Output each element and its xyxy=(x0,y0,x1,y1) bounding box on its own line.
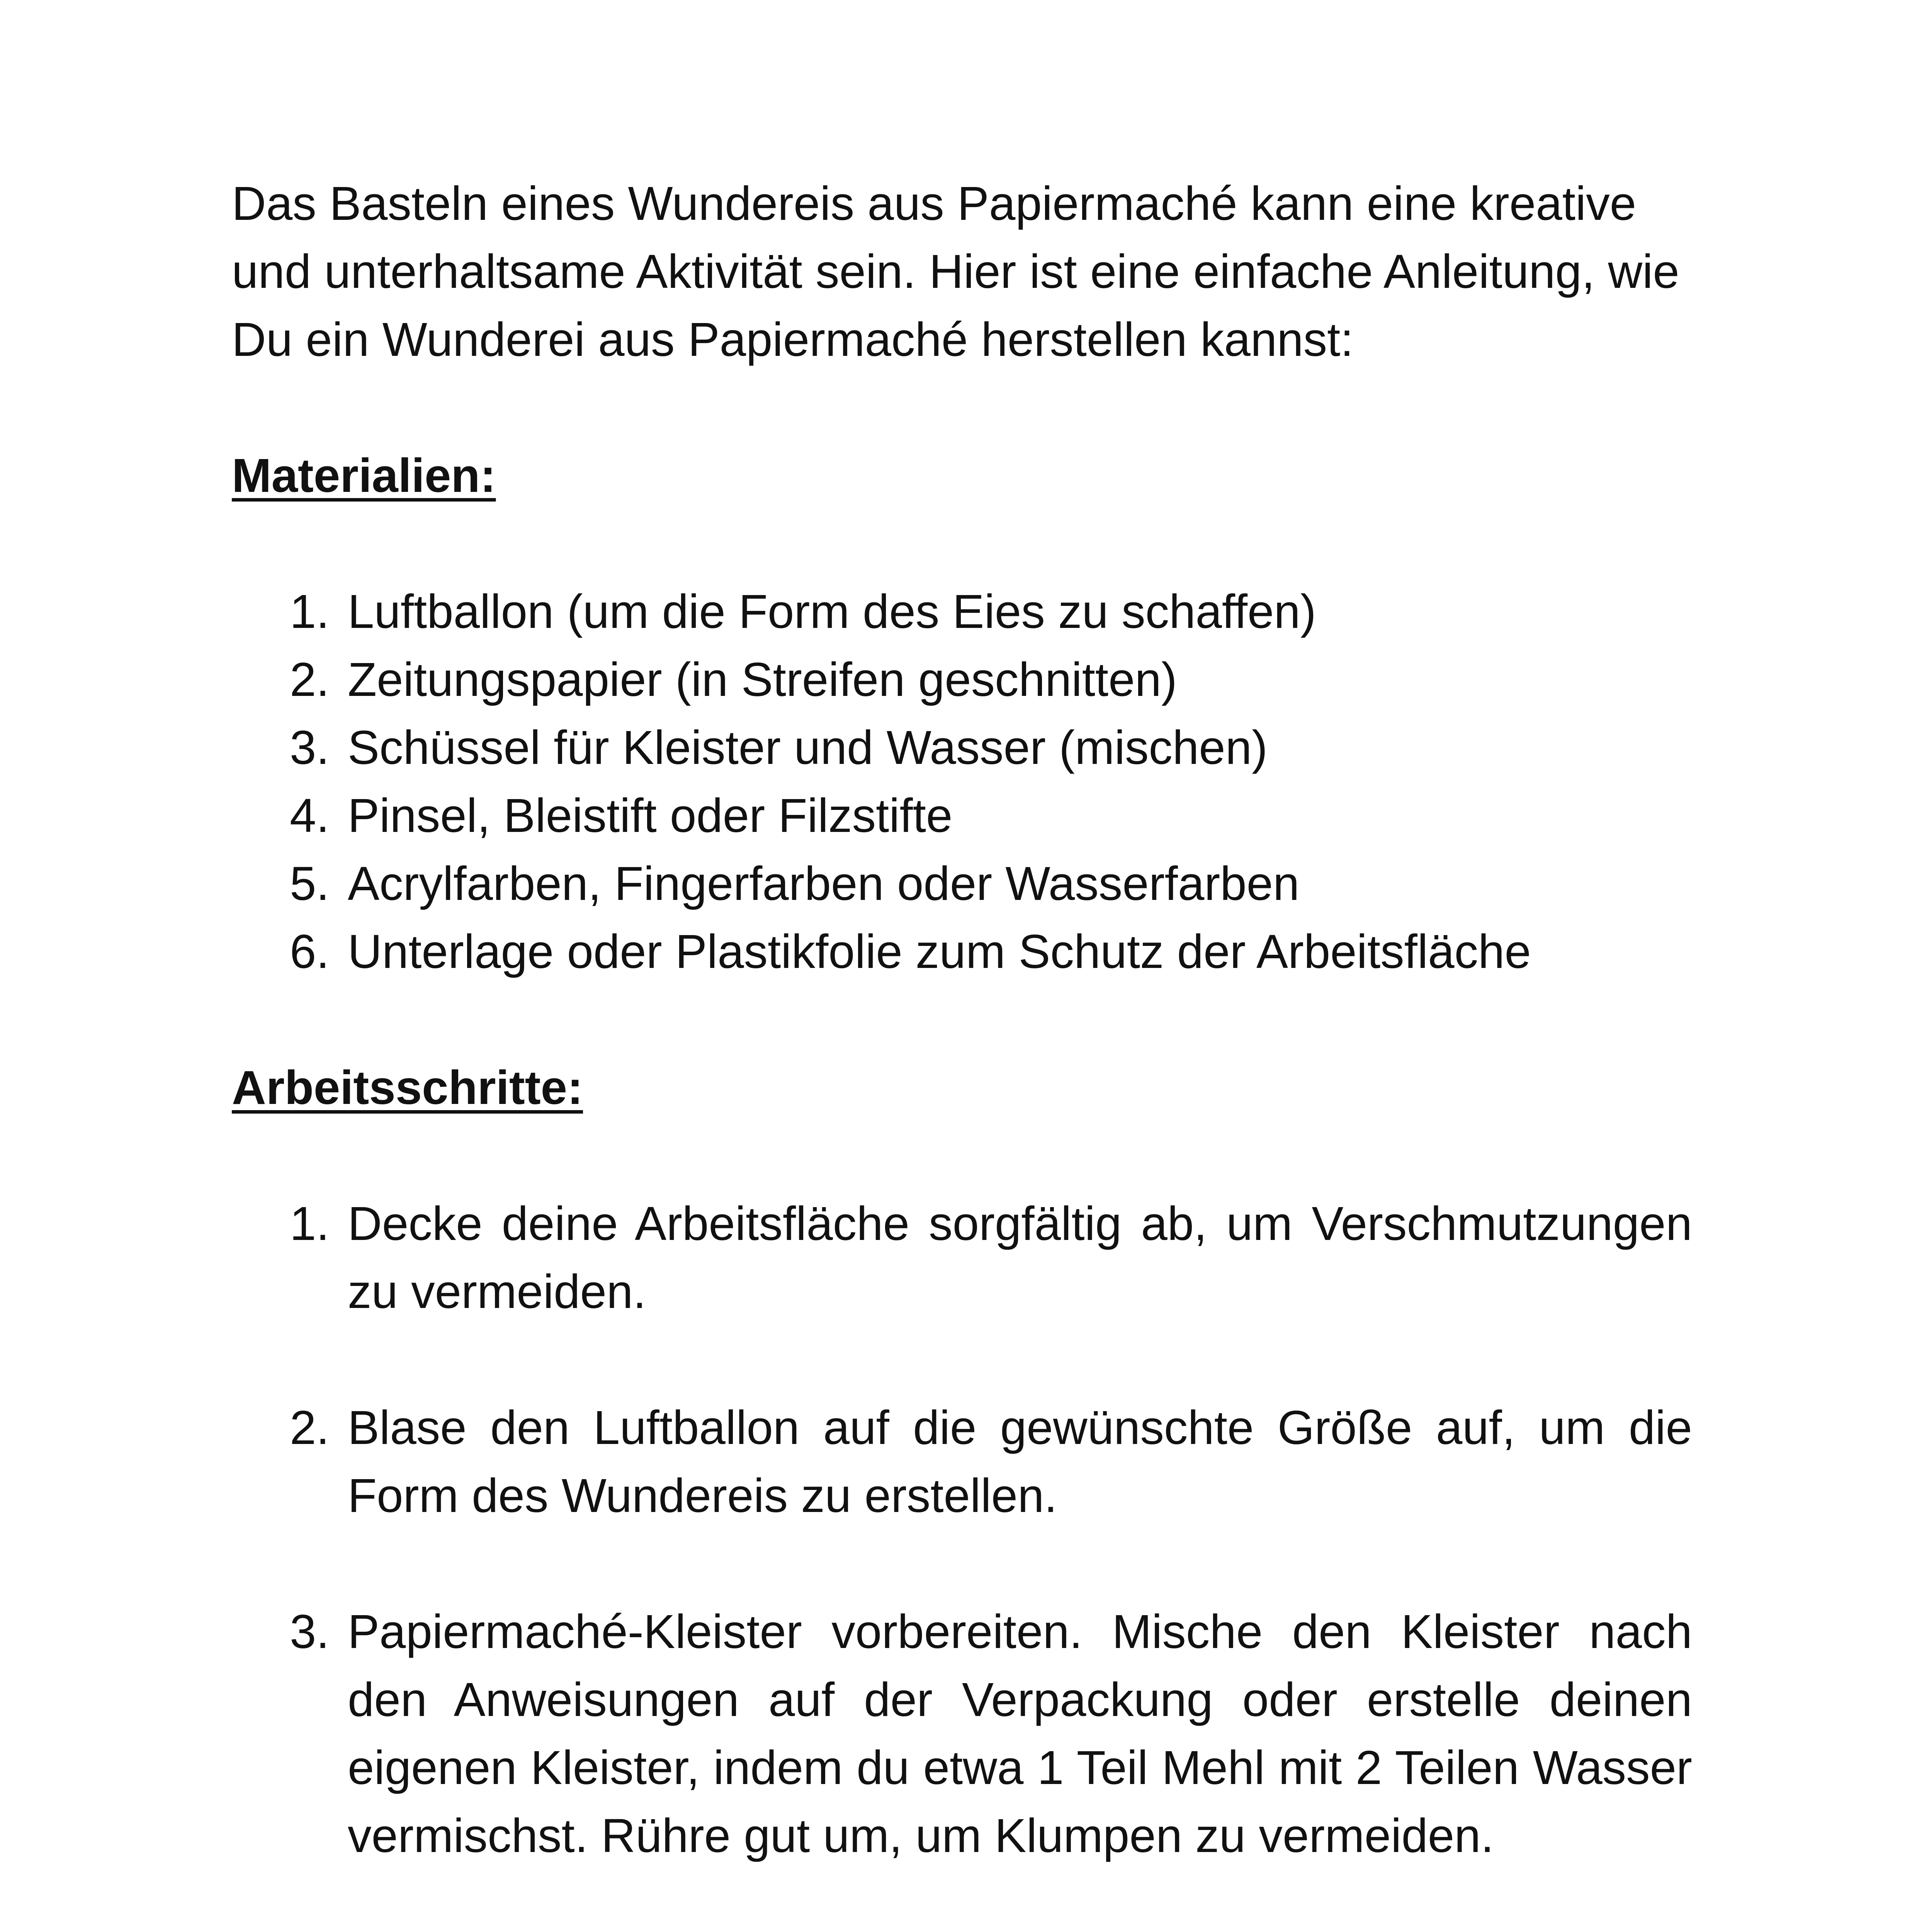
list-item xyxy=(232,918,1692,986)
step-text: Blase den Luftballon auf die gewünschte Größe auf, um die Form des Wundereis zu erstellen. xyxy=(348,1401,1692,1522)
list-item xyxy=(232,782,1692,850)
list-item-text: Pinsel, Bleistift oder Filzstifte xyxy=(348,789,953,842)
list-item-text: Schüssel für Kleister und Wasser (mischen) xyxy=(348,721,1268,774)
list-item xyxy=(232,850,1692,918)
materials-list xyxy=(232,578,1692,986)
steps-list xyxy=(232,1190,1692,1932)
list-item-text: Luftballon (um die Form des Eies zu schaffen) xyxy=(348,585,1316,638)
materials-heading: Materialien: xyxy=(232,449,496,502)
step-text: Decke deine Arbeitsfläche sorgfältig ab, um Verschmutzungen zu vermeiden. xyxy=(348,1197,1692,1318)
step-number: 3. xyxy=(290,1605,330,1658)
step-number: 2. xyxy=(290,1401,330,1454)
step-item xyxy=(232,1190,1692,1326)
step-text: Papiermaché-Kleister vorbereiten. Mische den Kleister nach den Anweisungen auf der Verpackung oder erstelle deinen eigenen Kleister, indem du etwa 1 Teil Mehl mit 2 Teilen Wasser vermischst. Rühre gut um, um Klumpen zu vermeiden. xyxy=(348,1605,1692,1862)
steps-heading: Arbeitsschritte: xyxy=(232,1061,583,1114)
page-content xyxy=(232,170,1692,1932)
list-number: 1. xyxy=(290,585,330,638)
step-item xyxy=(232,1394,1692,1530)
list-item-text: Unterlage oder Plastikfolie zum Schutz der Arbeitsfläche xyxy=(348,925,1531,978)
step-item xyxy=(232,1598,1692,1870)
list-item-text: Acrylfarben, Fingerfarben oder Wasserfarben xyxy=(348,857,1300,910)
list-number: 2. xyxy=(290,653,330,706)
list-number: 6. xyxy=(290,925,330,978)
list-number: 3. xyxy=(290,721,330,774)
step-number: 1. xyxy=(290,1197,330,1250)
list-item xyxy=(232,646,1692,714)
intro-paragraph: Das Basteln eines Wundereis aus Papiermaché kann eine kreative und unterhaltsame Aktivität sein. Hier ist eine einfache Anleitung, wie Du ein Wunderei aus Papiermaché herstellen kannst: xyxy=(232,177,1679,366)
list-item xyxy=(232,714,1692,782)
list-number: 4. xyxy=(290,789,330,842)
list-item-text: Zeitungspapier (in Streifen geschnitten) xyxy=(348,653,1177,706)
list-item xyxy=(232,578,1692,646)
list-number: 5. xyxy=(290,857,330,910)
